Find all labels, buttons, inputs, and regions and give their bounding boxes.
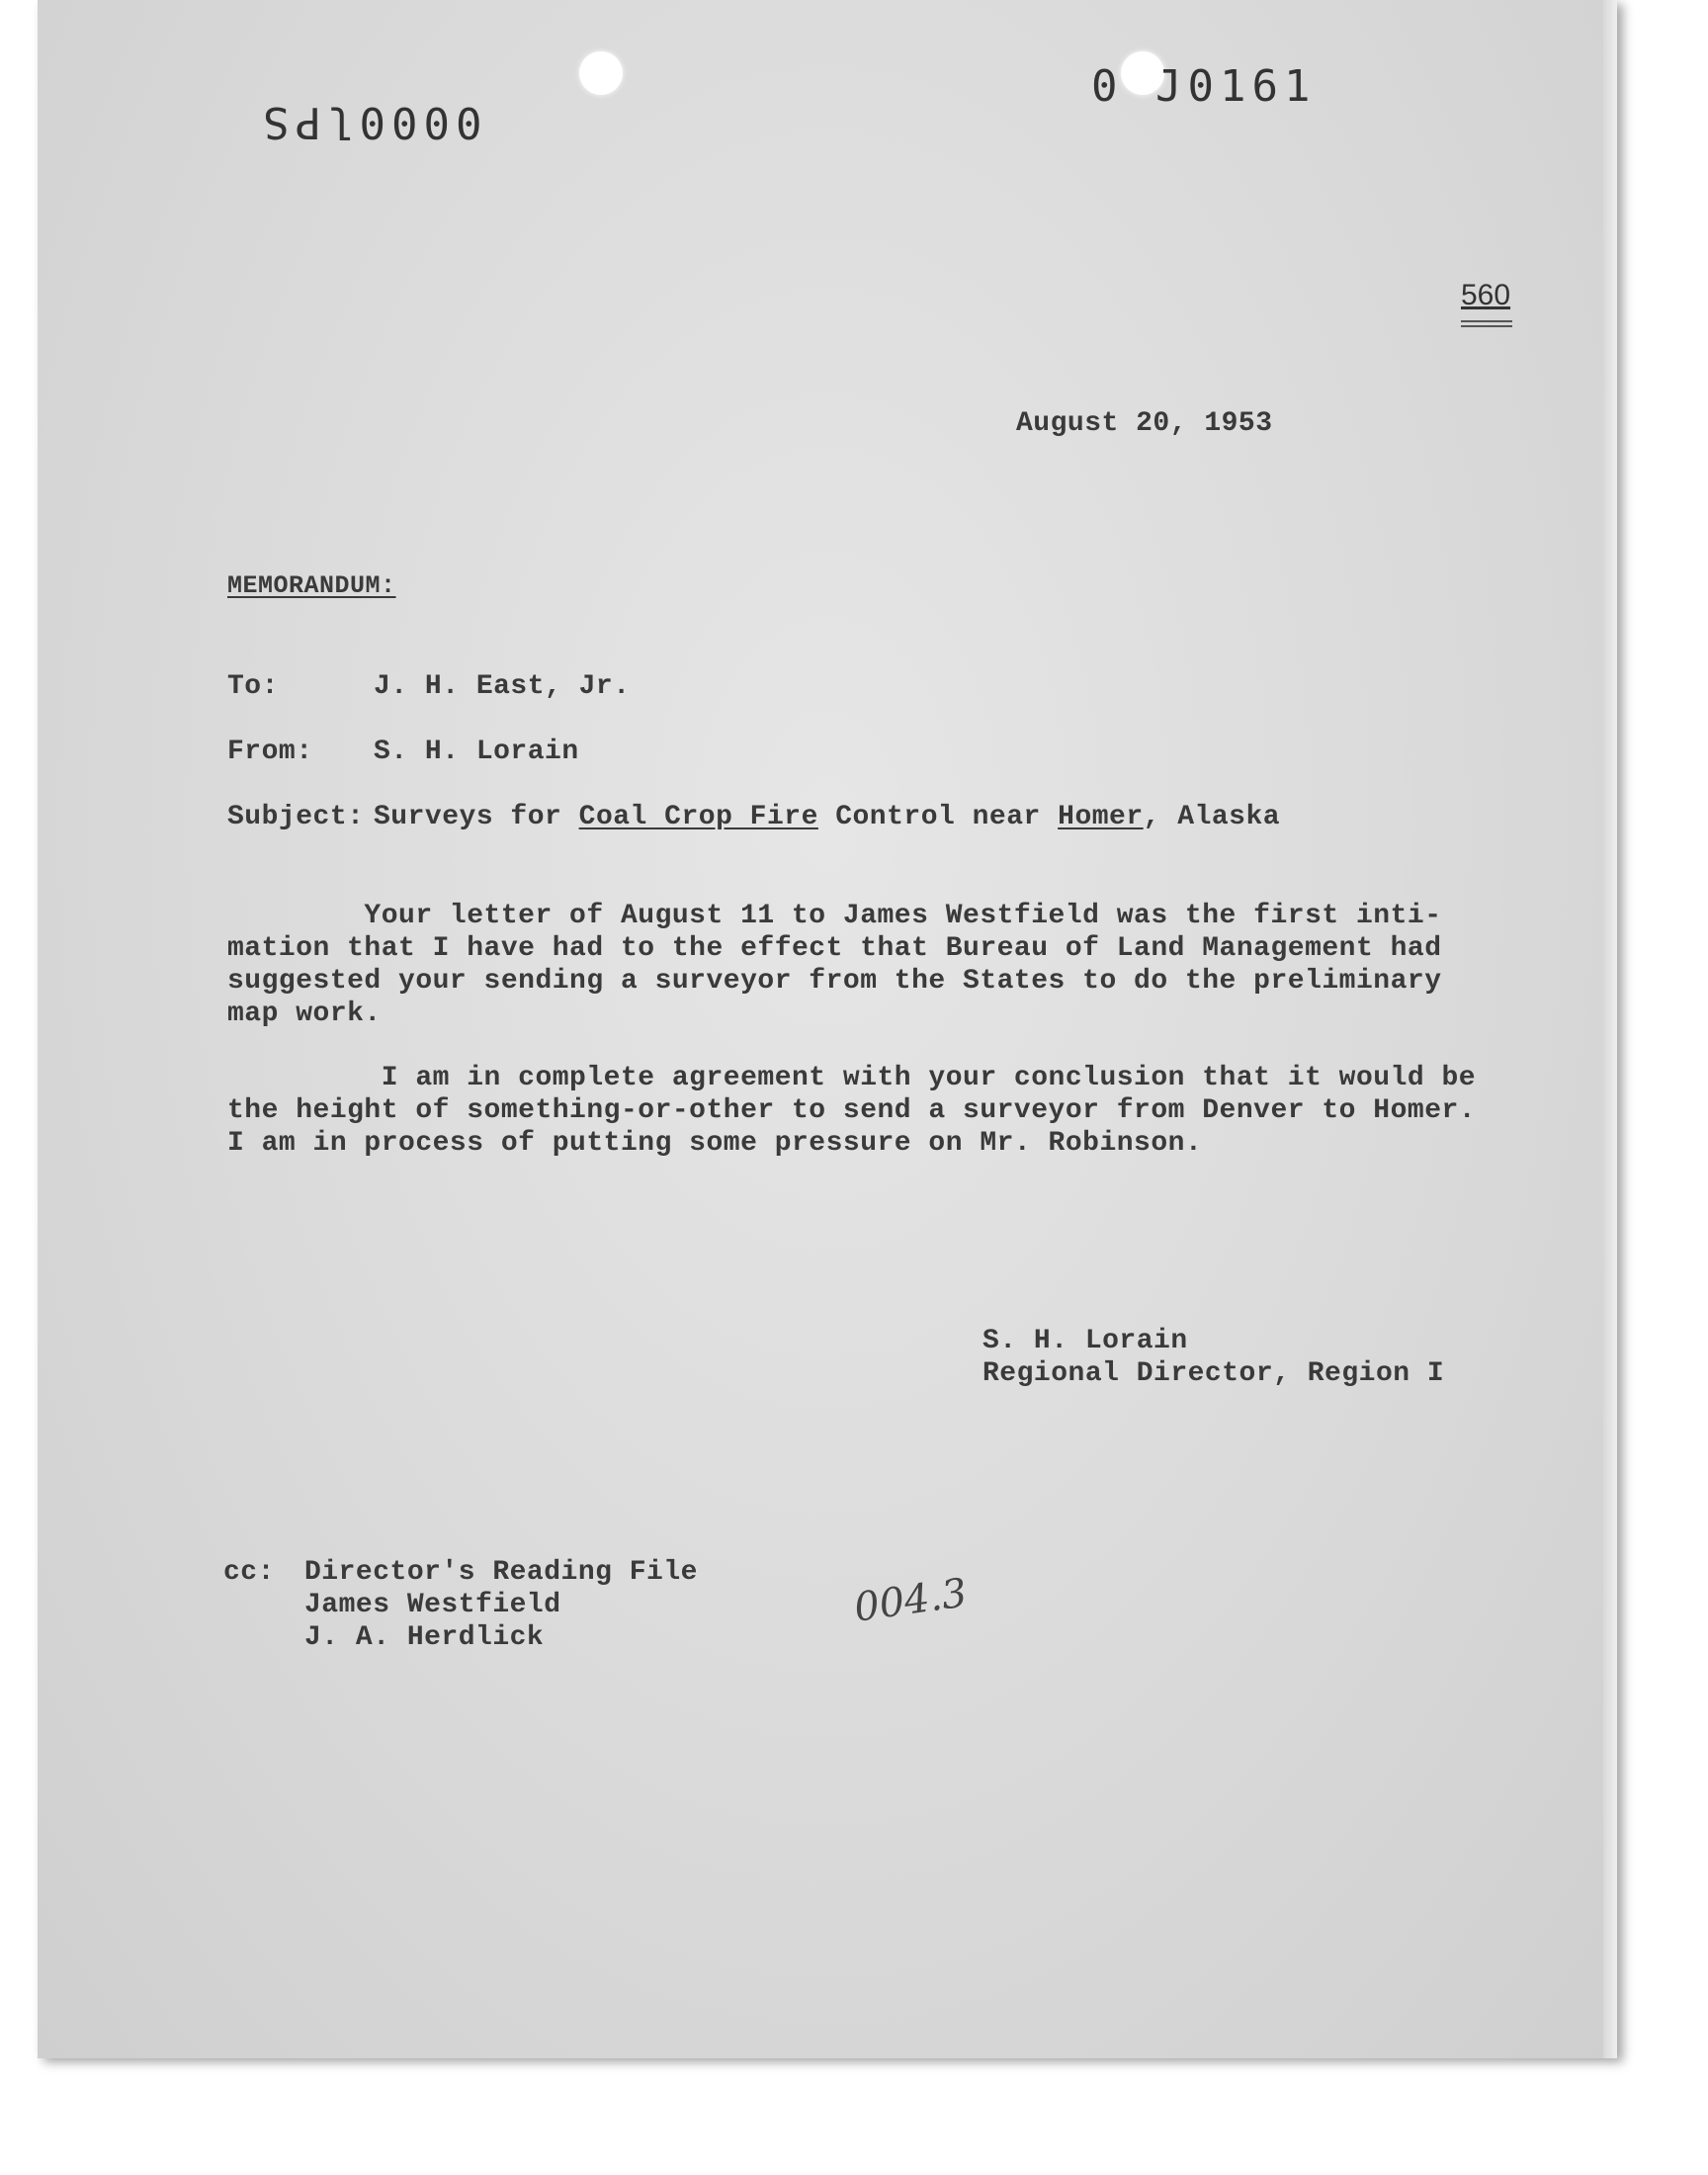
signature-block <box>982 1325 1444 1390</box>
signature-title: Regional Director, Region I <box>982 1358 1445 1389</box>
paragraph-1-line: suggested your sending a surveyor from the States to do the preliminary <box>227 966 1442 997</box>
cc-item: Director's Reading File <box>304 1557 698 1588</box>
cc-item: J. A. Herdlick <box>304 1622 545 1653</box>
to-line <box>227 670 631 704</box>
subject-text-3: , Alaska <box>1143 802 1281 832</box>
cc-block <box>223 1556 698 1654</box>
memo-heading: MEMORANDUM: <box>227 571 396 600</box>
paragraph-2 <box>227 1062 1476 1160</box>
stamp-number-left: 0000lPS <box>257 97 482 147</box>
paragraph-2-line: I am in complete agreement with your conclusion that it would be <box>227 1063 1477 1093</box>
memo-date: August 20, 1953 <box>1016 408 1273 439</box>
subject-line <box>227 801 1280 834</box>
cc-label: cc: <box>223 1557 275 1588</box>
handwritten-file-number: 004.3 <box>851 1570 971 1631</box>
paragraph-1 <box>227 900 1442 1030</box>
subject-text-2: Control near <box>817 802 1059 832</box>
cc-item: James Westfield <box>304 1590 561 1620</box>
subject-underlined-2: Homer <box>1058 802 1144 832</box>
from-value: S. H. Lorain <box>374 737 579 767</box>
subject-text-1: Surveys for <box>374 802 579 832</box>
from-label: From: <box>227 737 313 767</box>
to-value: J. H. East, Jr. <box>374 671 631 702</box>
punch-hole-left <box>579 51 623 95</box>
paragraph-1-line: mation that I have had to the effect that Bureau of Land Management had <box>227 933 1442 964</box>
document-sheet <box>38 0 1617 2058</box>
page-number: 560 <box>1461 279 1511 311</box>
signature-name: S. H. Lorain <box>982 1326 1188 1356</box>
to-label: To: <box>227 671 279 702</box>
paragraph-2-line: I am in process of putting some pressure on Mr. Robinson. <box>227 1128 1203 1159</box>
page-number-rule-1 <box>1461 320 1512 322</box>
from-line <box>227 736 579 769</box>
paragraph-1-line: Your letter of August 11 to James Westfield was the first inti- <box>227 901 1442 931</box>
sheet-edge <box>1603 0 1617 2058</box>
stamp-number-right: 0 J0161 <box>1091 61 1317 112</box>
paragraph-2-line: the height of something-or-other to send a surveyor from Denver to Homer. <box>227 1095 1477 1126</box>
subject-underlined-1: Coal Crop Fire <box>578 802 818 832</box>
subject-label: Subject: <box>227 802 365 832</box>
paragraph-1-line: map work. <box>227 999 382 1029</box>
page-number-rule-2 <box>1461 325 1512 327</box>
